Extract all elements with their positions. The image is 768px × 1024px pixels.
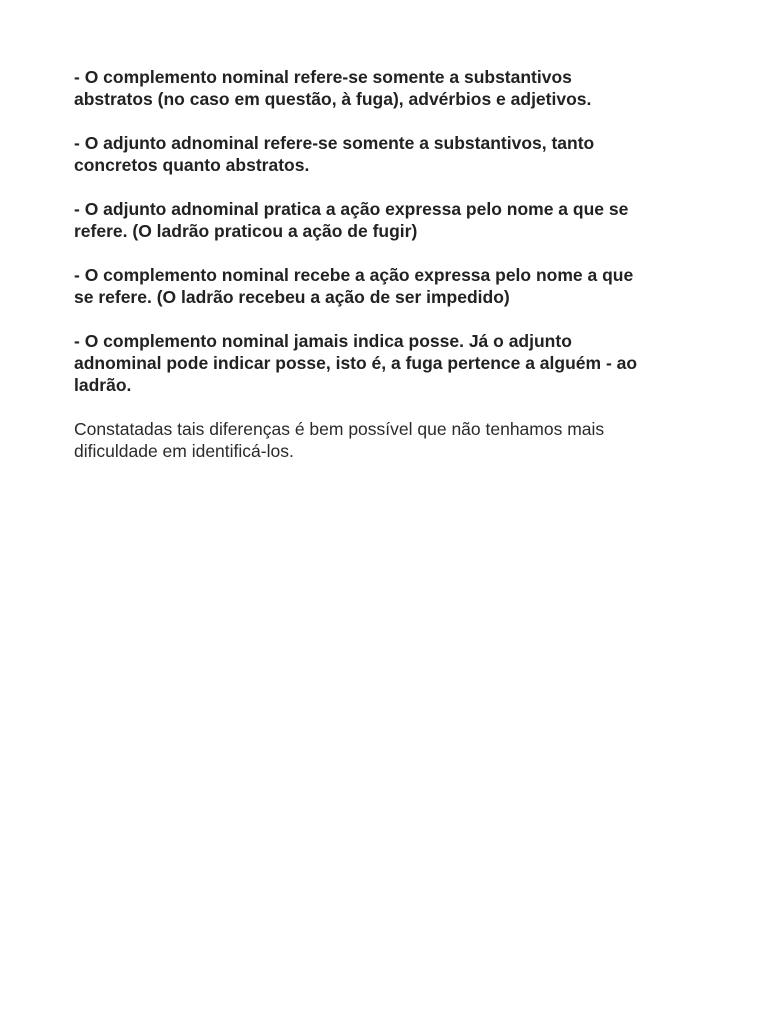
paragraph-complemento-nominal-abstratos — [74, 66, 694, 110]
text-line: concretos quanto abstratos. — [74, 155, 310, 175]
text-line: Constatadas tais diferenças é bem possível que não tenhamos mais — [74, 419, 605, 439]
paragraph-complemento-nominal-posse — [74, 330, 694, 396]
text-line: se refere. (O ladrão recebeu a ação de ser impedido) — [74, 287, 510, 307]
text-line: ladrão. — [74, 375, 132, 395]
text-line: - O complemento nominal jamais indica posse. Já o adjunto — [74, 331, 572, 351]
text-line: abstratos (no caso em questão, à fuga), advérbios e adjetivos. — [74, 89, 592, 109]
paragraph-complemento-nominal-recebe — [74, 264, 694, 308]
document-page — [74, 66, 694, 484]
paragraph-adjunto-adnominal-substantivos — [74, 132, 694, 176]
paragraph-conclusao — [74, 418, 694, 462]
text-line: - O adjunto adnominal refere-se somente a substantivos, tanto — [74, 133, 595, 153]
text-line: - O complemento nominal recebe a ação expressa pelo nome a que — [74, 265, 634, 285]
paragraph-adjunto-adnominal-pratica — [74, 198, 694, 242]
text-line: refere. (O ladrão praticou a ação de fugir) — [74, 221, 418, 241]
text-line: - O adjunto adnominal pratica a ação expressa pelo nome a que se — [74, 199, 629, 219]
text-line: dificuldade em identificá-los. — [74, 441, 294, 461]
text-line: adnominal pode indicar posse, isto é, a fuga pertence a alguém - ao — [74, 353, 638, 373]
text-line: - O complemento nominal refere-se somente a substantivos — [74, 67, 572, 87]
